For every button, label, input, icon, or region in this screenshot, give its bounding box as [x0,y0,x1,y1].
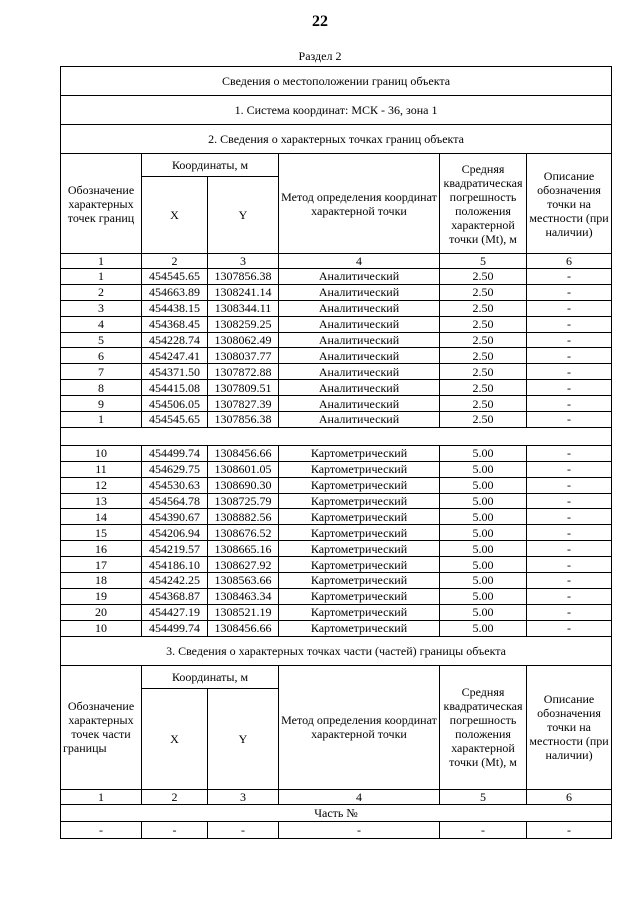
table-cell: 454415.08 [142,380,208,396]
table-cell: 5 [61,332,142,348]
header-point-designation-part: Обозначение характерных точек части границы [61,665,142,789]
table-title: Сведения о местоположении границ объекта [61,67,612,96]
part-row [61,821,612,838]
table-row [61,541,612,557]
table-cell: 454545.65 [142,269,208,285]
table-cell: - [527,541,612,557]
table-cell: 454390.67 [142,509,208,525]
table-cell: 1307856.38 [208,412,279,428]
table-cell: Аналитический [279,316,440,332]
table-cell: 1308601.05 [208,461,279,477]
table-cell: 10 [61,620,142,636]
table-row [61,573,612,589]
table-cell: - [527,284,612,300]
column-number-cell: 2 [142,254,208,269]
table-cell: 454530.63 [142,477,208,493]
table-cell: 454499.74 [142,620,208,636]
table-cell: - [527,509,612,525]
table-row [61,461,612,477]
column-number-cell: 6 [527,789,612,804]
table-cell: 16 [61,541,142,557]
table-cell: 1308463.34 [208,588,279,604]
table-cell: 5.00 [440,557,527,573]
table-cell: 1307856.38 [208,269,279,285]
table-row [61,412,612,428]
table-cell: 5.00 [440,525,527,541]
table-cell: Картометрический [279,477,440,493]
table-cell: 2.50 [440,316,527,332]
table-cell: 1308627.92 [208,557,279,573]
column-number-cell: 4 [279,789,440,804]
column-number-cell: 3 [208,254,279,269]
table-row [61,445,612,461]
coord-system: 1. Система координат: МСК - 36, зона 1 [61,96,612,125]
boundary-table [60,66,612,839]
table-cell: 1308665.16 [208,541,279,557]
table-cell: - [527,588,612,604]
table-cell: Картометрический [279,461,440,477]
table-cell: 19 [61,588,142,604]
table-cell: 1 [61,269,142,285]
table-cell: - [527,557,612,573]
header-point-designation: Обозначение характерных точек границ [61,154,142,254]
header-y: Y [208,177,279,254]
table-cell: 454247.41 [142,348,208,364]
table-cell: 454206.94 [142,525,208,541]
table-cell: 454663.89 [142,284,208,300]
table-cell: 454186.10 [142,557,208,573]
table-row [61,332,612,348]
table-cell: 2.50 [440,284,527,300]
table-cell: 12 [61,477,142,493]
table-cell: - [527,604,612,620]
header-description: Описание обозначения точки на местности (при наличии) [527,154,612,254]
table-cell: 1308456.66 [208,445,279,461]
header-description-part: Описание обозначения точки на местности (при наличии) [527,665,612,789]
table-cell: 454427.19 [142,604,208,620]
table-cell: - [61,821,142,838]
table-cell: 1308676.52 [208,525,279,541]
table-cell: 15 [61,525,142,541]
table-cell: 454506.05 [142,396,208,412]
table-row [61,525,612,541]
table-cell: 2.50 [440,269,527,285]
table-row [61,509,612,525]
table-cell: 454438.15 [142,300,208,316]
table-cell: Картометрический [279,509,440,525]
table-cell: 5.00 [440,541,527,557]
table-cell: 1308259.25 [208,316,279,332]
table-cell: - [527,269,612,285]
table-cell: - [527,412,612,428]
table-cell: 1 [61,412,142,428]
table-cell: 2.50 [440,348,527,364]
table-cell: - [279,821,440,838]
table-cell: - [527,332,612,348]
table-cell: 1307827.39 [208,396,279,412]
table-cell: 4 [61,316,142,332]
table-row [61,300,612,316]
table-row [61,620,612,636]
column-number-cell: 1 [61,254,142,269]
table-cell: Картометрический [279,573,440,589]
table-cell: 5.00 [440,493,527,509]
table-cell: 5.00 [440,573,527,589]
table-cell: 1308344.11 [208,300,279,316]
header-accuracy-part: Средняя квадратическая погрешность положения характерной точки (Mt), м [440,665,527,789]
table-row [61,348,612,364]
column-number-cell: 1 [61,789,142,804]
table-cell: - [527,493,612,509]
table-cell: - [527,396,612,412]
table-cell: Аналитический [279,348,440,364]
table-cell: 1308521.19 [208,604,279,620]
table-cell: Аналитический [279,412,440,428]
table-cell: Картометрический [279,445,440,461]
table-row [61,477,612,493]
table-cell: Аналитический [279,269,440,285]
header-accuracy: Средняя квадратическая погрешность положения характерной точки (Mt), м [440,154,527,254]
table-cell: 5.00 [440,620,527,636]
table-cell: 454242.25 [142,573,208,589]
column-numbers-row [61,254,612,269]
table-cell: Аналитический [279,380,440,396]
table-row [61,604,612,620]
table-cell: 454228.74 [142,332,208,348]
table-cell: 1307809.51 [208,380,279,396]
section3-title: 3. Сведения о характерных точках части (частей) границы объекта [61,636,612,665]
table-row [61,269,612,285]
table-cell: 6 [61,348,142,364]
table-cell: Аналитический [279,396,440,412]
header-coords-part: Координаты, м [142,665,279,688]
table-cell: 17 [61,557,142,573]
table-cell: Картометрический [279,620,440,636]
table-cell: 1308037.77 [208,348,279,364]
table-cell: 1308725.79 [208,493,279,509]
table-cell: - [527,348,612,364]
table-cell: - [527,300,612,316]
header-x: X [142,177,208,254]
table-cell: - [527,445,612,461]
table-cell: 1308241.14 [208,284,279,300]
table-cell: Картометрический [279,604,440,620]
header-y-part: Y [208,688,279,789]
table-cell: - [527,461,612,477]
table-cell: 2.50 [440,412,527,428]
table-cell: 8 [61,380,142,396]
page-number: 22 [312,13,328,30]
table-cell: - [527,477,612,493]
table-cell: 9 [61,396,142,412]
column-number-cell: 2 [142,789,208,804]
table-cell: 1308563.66 [208,573,279,589]
table-cell: 13 [61,493,142,509]
table-cell: - [527,573,612,589]
column-number-cell: 4 [279,254,440,269]
column-number-cell: 3 [208,789,279,804]
table-cell: Картометрический [279,493,440,509]
column-number-cell: 5 [440,789,527,804]
header-x-part: X [142,688,208,789]
table-cell: 2 [61,284,142,300]
table-cell: - [208,821,279,838]
table-cell: Картометрический [279,588,440,604]
table-cell: Картометрический [279,557,440,573]
table-row [61,380,612,396]
table-cell: 454219.57 [142,541,208,557]
header-coords: Координаты, м [142,154,279,177]
table-cell: 2.50 [440,380,527,396]
table-cell: 454499.74 [142,445,208,461]
table-cell: - [527,620,612,636]
table-cell: 18 [61,573,142,589]
table-cell: 454368.45 [142,316,208,332]
table-cell: Аналитический [279,284,440,300]
table-cell: 5.00 [440,604,527,620]
table-cell: 454545.65 [142,412,208,428]
table-cell: 20 [61,604,142,620]
table-cell: 3 [61,300,142,316]
table-cell: - [142,821,208,838]
table-cell: Картометрический [279,541,440,557]
table-cell: - [440,821,527,838]
table-cell: 5.00 [440,445,527,461]
table-cell: 454629.75 [142,461,208,477]
table-cell: 5.00 [440,588,527,604]
table-cell: - [527,380,612,396]
table-row [61,364,612,380]
table-row [61,493,612,509]
header-method-part: Метод определения координат характерной точки [279,665,440,789]
column-number-cell: 6 [527,254,612,269]
table-cell: Аналитический [279,332,440,348]
table-cell: 1308456.66 [208,620,279,636]
table-cell: Аналитический [279,364,440,380]
table-cell: 2.50 [440,396,527,412]
part-label: Часть № [61,804,612,821]
table-cell: - [527,364,612,380]
table-cell: 5.00 [440,477,527,493]
section2-title: 2. Сведения о характерных точках границ объекта [61,125,612,154]
section-label: Раздел 2 [298,49,342,63]
table-cell: 1308690.30 [208,477,279,493]
table-cell: - [527,316,612,332]
table-cell: 7 [61,364,142,380]
table-cell: - [527,525,612,541]
table-cell: 454368.87 [142,588,208,604]
table-row [61,284,612,300]
table-cell: 2.50 [440,364,527,380]
table-cell: 5.00 [440,509,527,525]
table-row [61,396,612,412]
table-cell: 10 [61,445,142,461]
table-row [61,557,612,573]
table-cell: - [527,821,612,838]
table-cell: 1308882.56 [208,509,279,525]
table-cell: 1307872.88 [208,364,279,380]
table-row [61,588,612,604]
table-cell: 454371.50 [142,364,208,380]
empty-row [61,427,612,445]
table-cell: 14 [61,509,142,525]
table-cell: 2.50 [440,332,527,348]
table-cell: Картометрический [279,525,440,541]
table-cell: Аналитический [279,300,440,316]
column-numbers-row [61,789,612,804]
table-row [61,316,612,332]
header-method: Метод определения координат характерной точки [279,154,440,254]
table-cell: 2.50 [440,300,527,316]
table-cell: 5.00 [440,461,527,477]
table-cell: 11 [61,461,142,477]
column-number-cell: 5 [440,254,527,269]
table-cell: 454564.78 [142,493,208,509]
table-cell: 1308062.49 [208,332,279,348]
